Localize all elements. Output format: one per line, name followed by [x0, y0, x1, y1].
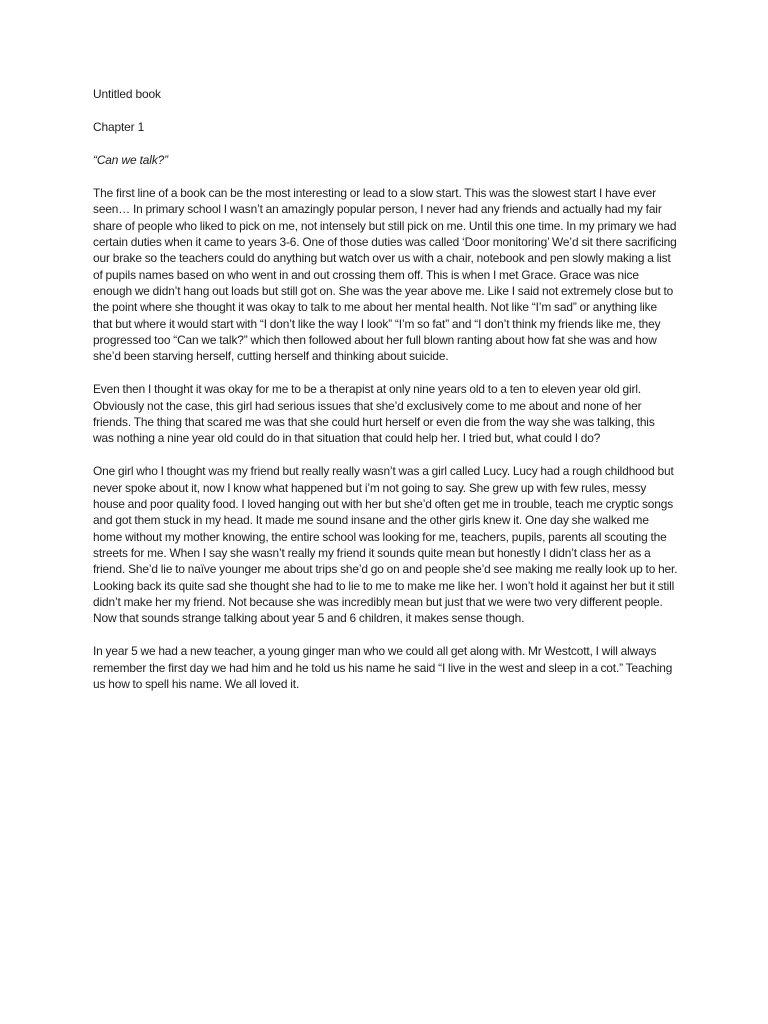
paragraph: Even then I thought it was okay for me to be a therapist at only nine years old to a ten to eleven year old girl. Obviously not the case, this girl had serious issues that she’d exclusively come to me about and none of her friends. The thing that scared me was that she could hurt herself or even die from the way she was talking, this was nothing a nine year old could do in that situation that could help her. I tried but, what could I do? — [93, 382, 655, 446]
chapter-subtitle: “Can we talk?” — [93, 152, 168, 167]
document-page — [93, 86, 678, 709]
book-title: Untitled book — [93, 87, 161, 101]
paragraph: The first line of a book can be the most interesting or lead to a slow start. This was the slowest start I have ever seen… In primary school I wasn’t an amazingly popular person, I never had any friends and actually had my fair share of people who liked to pick on me, not intensely but still pick on me. Until this one time. In my primary we had certain duties when it came to years 3-6. One of those duties was called ‘Door monitoring’ We’d sit there sacrificing our brake so the teachers could do anything but watch over us with a chair, notebook and pen slowly making a list of pupils names based on who went in and out crossing them off. This is when I met Grace. Grace was nice enough we didn’t hang out loads but still got on. She was the year above me. Like I said not extremely close but to the point where she thought it was okay to talk to me about her mental health. Not like “I’m sad” or anything like that but where it would start with “I don’t like the way I look” “I’m so fat” and “I don’t think my friends like me, they progressed too “Can we talk?” which then followed about her full blown ranting about how fat she was and how she’d been starving herself, cutting herself and thinking about suicide. — [93, 185, 677, 364]
paragraph: In year 5 we had a new teacher, a young ginger man who we could all get along with. Mr Westcott, I will always remember the first day we had him and he told us his name he said “I live in the west and sleep in a cot.” Teaching us how to spell his name. We all loved it. — [93, 644, 673, 691]
paragraph: One girl who I thought was my friend but really really wasn’t was a girl called Lucy. Lucy had a rough childhood but never spoke about it, now I know what happened but i’m not going to say. She grew up with few rules, messy house and poor quality food. I loved hanging out with her but she’d often get me in trouble, teach me cryptic songs and got them stuck in my head. It made me sound insane and the other girls knew it. One day she walked me home without my mother knowing, the entire school was looking for me, teachers, pupils, parents all scouting the streets for me. When I say she wasn’t really my friend it sounds quite mean but honestly I didn’t class her as a friend. She’d lie to naïve younger me about trips she’d go on and people she’d see making me really look up to her. Looking back its quite sad she thought she had to lie to me to make me like her. I won’t hold it against her but it still didn’t make her my friend. Not because she was incredibly mean but just that we were two very different people. Now that sounds strange talking about year 5 and 6 children, it makes sense though. — [93, 464, 678, 626]
chapter-heading: Chapter 1 — [93, 119, 145, 134]
